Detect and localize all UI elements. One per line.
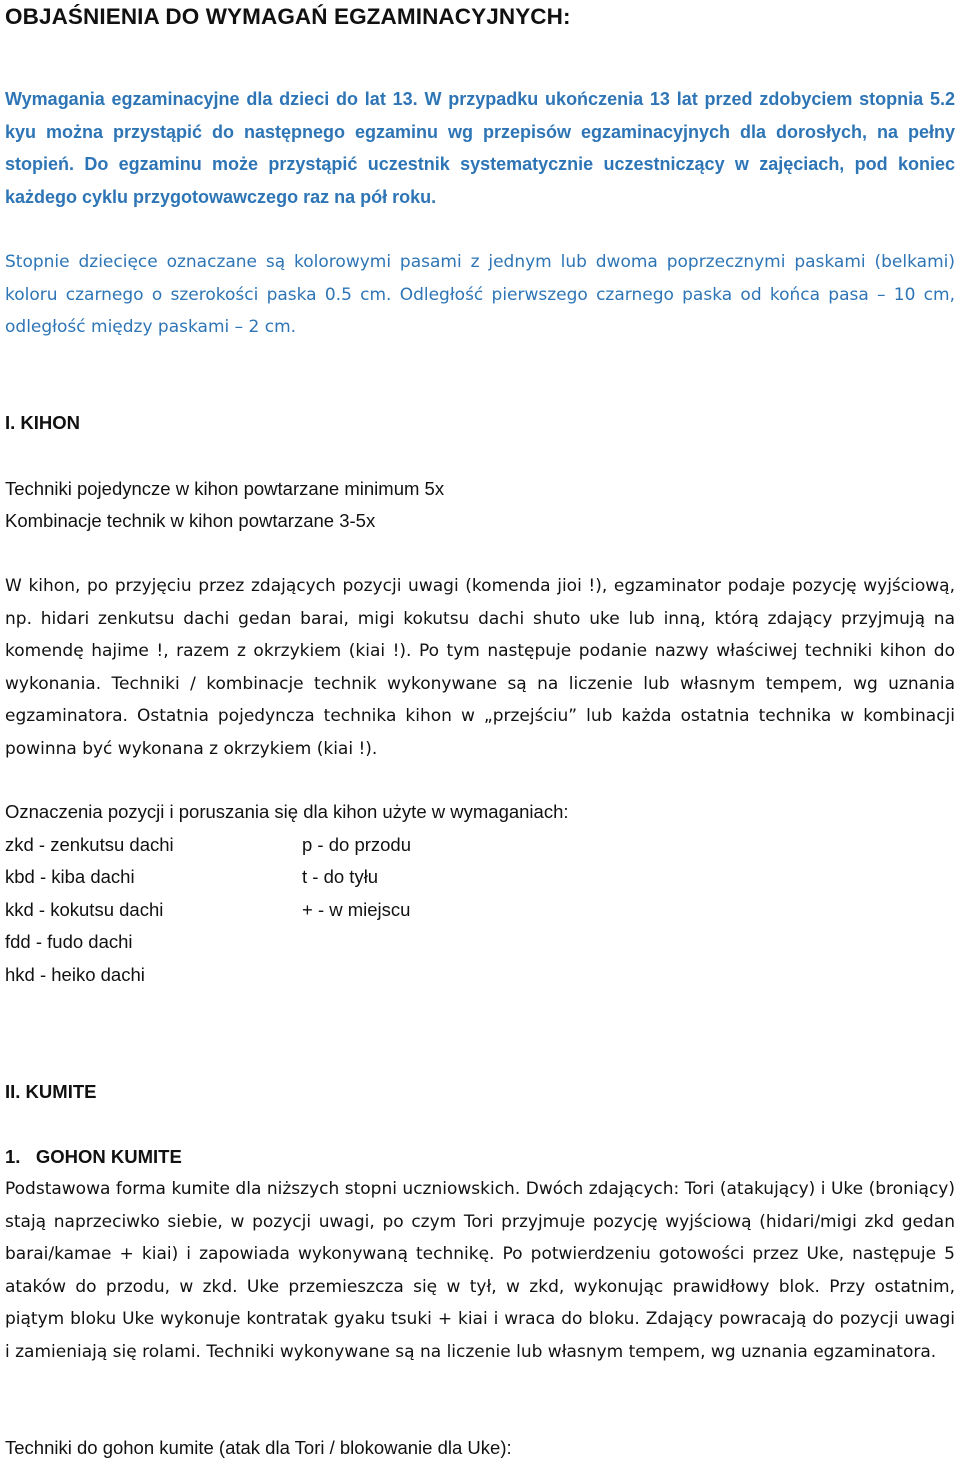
legend-direction: t - do tyłu [302, 866, 379, 887]
kihon-combinations-line: Kombinacje technik w kihon powtarzane 3-5x [5, 510, 376, 531]
gohon-kumite-description: Podstawowa forma kumite dla niższych stopni uczniowskich. Dwóch zdających: Tori (atakujący) i Uke (broniący) stają naprzeciwko siebie, w pozycji uwagi, po czym Tori przyjmuje pozycję wyjściową (hidari/migi zkd gedan barai/kamae + kiai) i zapowiada wykonywaną technikę. Po potwierdzeniu gotowości przez Uke, następuje 5 ataków do przodu, w zkd. Uke przemieszcza się w tył, w zkd, wykonując prawidłowy blok. Przy ostatnim, piątym bloku Uke wykonuje kontratak gyaku tsuki + kiai i wraca do bloku. Zdający powracają do pozycji uwagi i zamieniają się rolami. Techniki wykonywane są na liczenie lub własnym tempem, wg uznania egzaminatora. [5, 1179, 955, 1362]
section-heading-kumite: II. KUMITE [5, 1081, 97, 1102]
kihon-description-paragraph: W kihon, po przyjęciu przez zdających pozycji uwagi (komenda jioi !), egzaminator podaje pozycję wyjściową, np. hidari zenkutsu dachi gedan barai, migi kokutsu dachi shuto uke lub inną, którą zdający przyjmują na komendę hajime !, razem z okrzykiem (kiai !). Po tym następuje podanie nazwy właściwej techniki kihon do wykonania. Techniki / kombinacje technik wykonywane są na liczenie lub własnym tempem, wg uznania egzaminatora. Ostatnia pojedyncza technika kihon w „przejściu” lub każda ostatnia technika w kombinacji powinna być wykonana z okrzykiem (kiai !). [5, 576, 955, 759]
legend-stance: fdd - fudo dachi [5, 931, 133, 952]
legend-stance: zkd - zenkutsu dachi [5, 834, 174, 855]
legend-stance: hkd - heiko dachi [5, 964, 145, 985]
page-title: OBJAŚNIENIA DO WYMAGAŃ EGZAMINACYJNYCH: [5, 4, 571, 29]
legend-direction: p - do przodu [302, 834, 412, 855]
subsection-heading-gohon-kumite: 1. GOHON KUMITE [5, 1146, 182, 1167]
intro-paragraph-belts: Stopnie dziecięce oznaczane są kolorowymi pasami z jednym lub dwoma poprzecznymi paskami (belkami) koloru czarnego o szerokości paska 0.5 cm. Odległość pierwszego czarnego paska od końca pasa – 10 cm, odległość między paskami – 2 cm. [5, 252, 955, 337]
kihon-single-techniques-line: Techniki pojedyncze w kihon powtarzane minimum 5x [5, 478, 445, 499]
intro-paragraph-requirements: Wymagania egzaminacyjne dla dzieci do lat 13. W przypadku ukończenia 13 lat przed zdobyciem stopnia 5.2 kyu można przystąpić do następnego egzaminu wg przepisów egzaminacyjnych dla dorosłych, na pełny stopień. Do egzaminu może przystąpić uczestnik systematycznie uczestniczący w zajęciach, pod koniec każdego cyklu przygotowawczego raz na pół roku. [5, 89, 955, 207]
legend-stance: kkd - kokutsu dachi [5, 899, 164, 920]
section-heading-kihon: I. KIHON [5, 412, 81, 433]
gohon-kumite-techniques-label: Techniki do gohon kumite (atak dla Tori / blokowanie dla Uke): [5, 1437, 512, 1458]
legend-stance: kbd - kiba dachi [5, 866, 135, 887]
legend-direction: + - w miejscu [302, 899, 411, 920]
kihon-legend-title: Oznaczenia pozycji i poruszania się dla kihon użyte w wymaganiach: [5, 801, 569, 822]
